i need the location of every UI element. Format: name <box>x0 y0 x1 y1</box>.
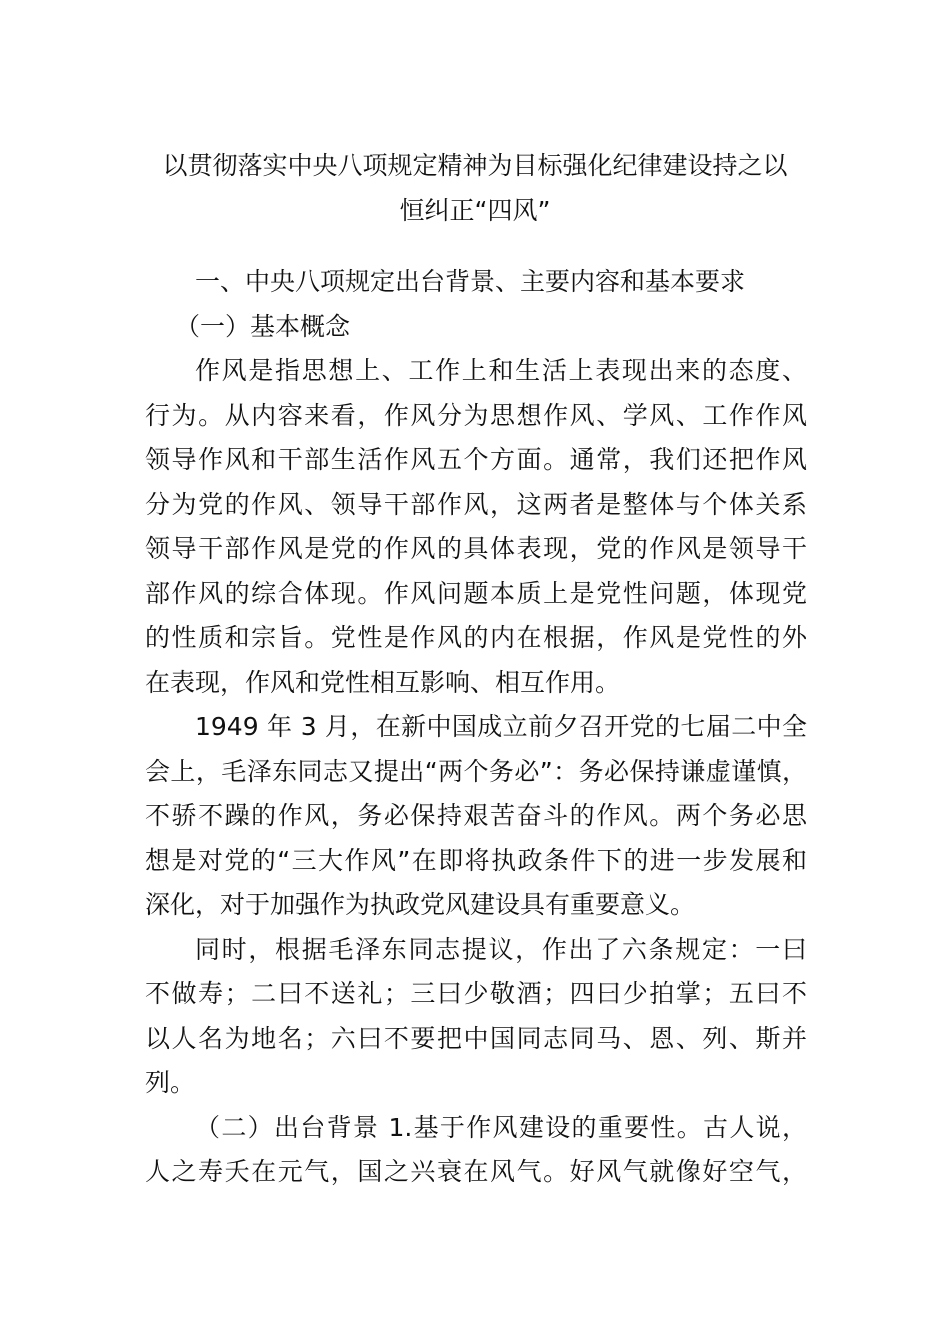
paragraph <box>145 705 807 928</box>
paragraph-line: 深化，对于加强作为执政党风建设具有重要意义。 <box>145 890 696 919</box>
paragraph-line: 不骄不躁的作风，务必保持艰苦奋斗的作风。两个务必思 <box>145 801 807 830</box>
document-body <box>145 260 807 1195</box>
paragraph-line: 人之寿夭在元气，国之兴衰在风气。好风气就像好空气， <box>145 1157 807 1186</box>
paragraph-line: 想是对党的“三大作风”在即将执政条件下的进一步发展和 <box>145 845 807 875</box>
paragraph-line: 同时，根据毛泽东同志提议，作出了六条规定：一曰 <box>195 934 807 964</box>
paragraph-line: 不做寿；二曰不送礼；三曰少敬酒；四曰少拍掌；五曰不 <box>145 979 807 1008</box>
paragraph-line: 的性质和宗旨。党性是作风的内在根据，作风是党性的外 <box>145 623 807 652</box>
paragraph-line: 行为。从内容来看，作风分为思想作风、学风、工作作风 <box>145 400 807 430</box>
paragraph-line: 分为党的作风、领导干部作风，这两者是整体与个体关系 <box>145 489 807 519</box>
paragraph <box>145 928 807 1106</box>
document-title <box>140 143 810 233</box>
paragraphs <box>145 349 807 1195</box>
paragraph-line: 会上，毛泽东同志又提出“两个务必”：务必保持谦虚谨慎， <box>145 756 807 786</box>
paragraph-line: 在表现，作风和党性相互影响、相互作用。 <box>145 667 621 697</box>
paragraph <box>145 349 807 705</box>
section-heading: 一、中央八项规定出台背景、主要内容和基本要求 <box>195 267 746 296</box>
paragraph <box>145 1106 807 1195</box>
title-line: 以贯彻落实中央八项规定精神为目标强化纪律建设持之以 <box>162 151 788 180</box>
title-line: 恒纠正“四风” <box>399 196 551 225</box>
paragraph-line: 列。 <box>145 1068 196 1097</box>
paragraph-line: 作风是指思想上、工作上和生活上表现出来的态度、 <box>195 356 807 385</box>
paragraph-line: 以人名为地名；六曰不要把中国同志同马、恩、列、斯并 <box>145 1023 807 1053</box>
subsection-heading: （一）基本概念 <box>175 311 351 341</box>
paragraph-line: （二）出台背景 1.基于作风建设的重要性。古人说， <box>195 1112 807 1142</box>
paragraph-line: 领导作风和干部生活作风五个方面。通常，我们还把作风 <box>145 445 807 474</box>
paragraph-line: 领导干部作风是党的作风的具体表现，党的作风是领导干 <box>145 534 807 563</box>
paragraph-line: 部作风的综合体现。作风问题本质上是党性问题，体现党 <box>145 578 807 608</box>
paragraph-line: 1949 年 3 月，在新中国成立前夕召开党的七届二中全 <box>195 712 807 741</box>
